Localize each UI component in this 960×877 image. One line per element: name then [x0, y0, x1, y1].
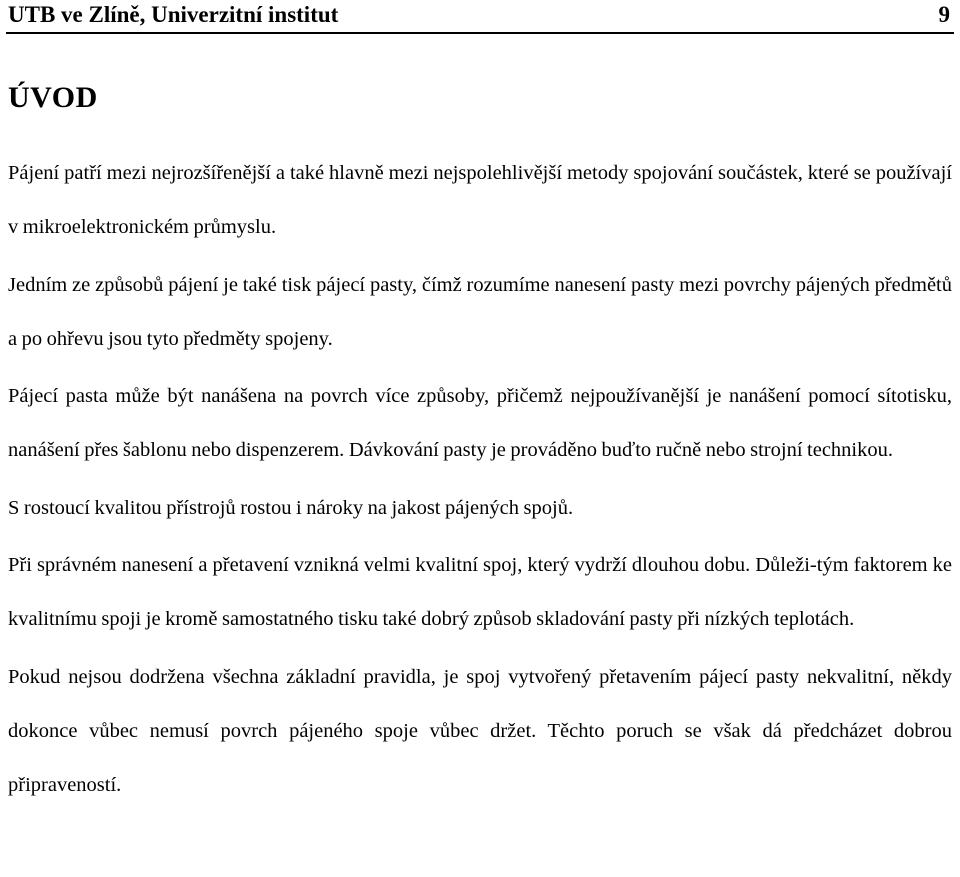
paragraph-3: Pájecí pasta může být nanášena na povrch více způsoby, přičemž nejpoužívanější je nanášení pomocí sítotisku, nanášení přes šablonu nebo dispenzerem. Dávkování pasty je prováděno buďto ručně nebo strojní technikou.: [8, 385, 952, 462]
paragraph-2: Jedním ze způsobů pájení je také tisk pájecí pasty, čímž rozumíme nanesení pasty mezi povrchy pájených předmětů a po ohřevu jsou tyto předměty spojeny.: [8, 273, 952, 350]
chapter-title: ÚVOD: [8, 81, 98, 114]
paragraph-6: Pokud nejsou dodržena všechna základní pravidla, je spoj vytvořený přetavením pájecí pasty nekvalitní, někdy dokonce vůbec nemusí povrch pájeného spoje vůbec držet. Těchto poruch se však dá předcházet dobrou připraveností.: [8, 665, 952, 797]
paragraph-1: Pájení patří mezi nejrozšířenější a také hlavně mezi nejspolehlivější metody spojování součástek, které se používají v mikroelektronickém průmyslu.: [8, 162, 952, 239]
running-header: [6, 0, 954, 34]
page-number: 9: [938, 2, 950, 27]
paragraph-4: S rostoucí kvalitou přístrojů rostou i nároky na jakost pájených spojů.: [8, 496, 574, 519]
header-title: UTB ve Zlíně, Univerzitní institut: [8, 2, 339, 27]
paragraph-5: Při správném nanesení a přetavení vznikná velmi kvalitní spoj, který vydrží dlouhou dobu. Důleži-tým faktorem ke kvalitnímu spoji je kromě samostatného tisku také dobrý způsob skladování pasty při nízkých teplotách.: [8, 554, 952, 631]
body-text: [8, 146, 952, 816]
